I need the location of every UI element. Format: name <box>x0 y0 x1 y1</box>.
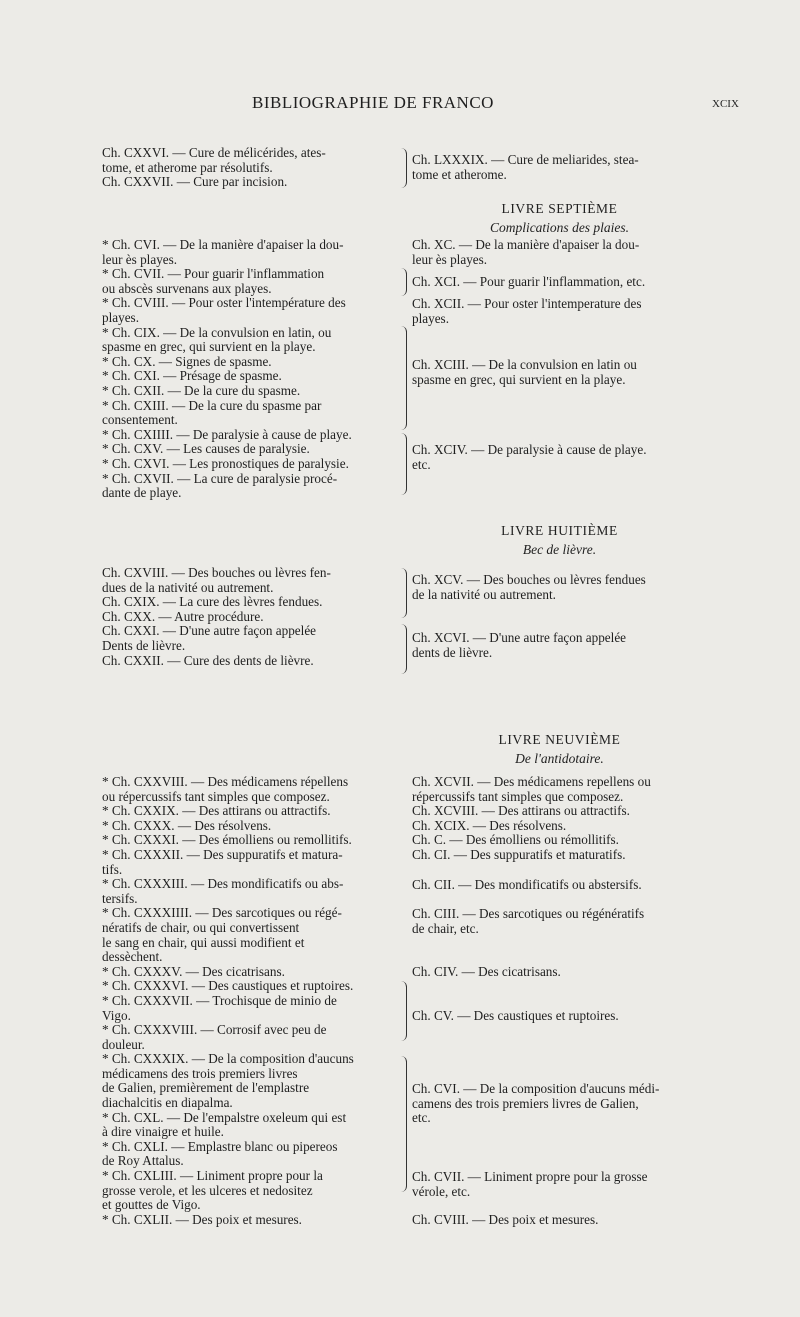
entry-line: dues de la nativité ou autrement. <box>102 579 274 595</box>
entry-line: spasme en grec, qui survient en la playe. <box>102 339 316 355</box>
entry-line: Ch. CXIX. — La cure des lèvres fendues. <box>102 594 323 610</box>
entry-line: * Ch. CXXXI. — Des émolliens ou remollitifs. <box>102 832 352 848</box>
entry-group <box>412 1170 707 1199</box>
book-title: LIVRE SEPTIÈME <box>501 201 618 216</box>
entry-line: * Ch. CXXXIII. — Des mondificatifs ou abs- <box>102 876 344 892</box>
entry-line: * Ch. CVI. — De la manière d'apaiser la dou- <box>102 237 344 252</box>
entry-group <box>412 443 707 472</box>
entry-line: * Ch. CXXXVIII. — Corrosif avec peu de <box>102 1022 327 1038</box>
brace <box>398 433 407 495</box>
brace <box>398 326 407 430</box>
book-subtitle: Complications des plaies. <box>489 220 630 235</box>
entry-line: leur ès playes. <box>412 251 488 267</box>
entry-group <box>412 297 707 326</box>
brace <box>398 624 407 674</box>
entry-line: * Ch. CXXVIII. — Des médicamens répellens <box>102 774 349 789</box>
entry-line: Ch. XCII. — Pour oster l'intemperature des <box>412 296 642 311</box>
entry-line: * Ch. CXXXIX. — De la composition d'aucuns <box>102 1051 354 1067</box>
entry-line: * Ch. CXXXVI. — Des caustiques et ruptoires. <box>102 978 354 994</box>
entry-line: * Ch. CXXIX. — Des attirans ou attractifs. <box>102 803 331 819</box>
entry-line: Ch. CXXVI. — Cure de mélicérides, ates- <box>102 145 326 160</box>
entry-line: tifs. <box>102 861 123 877</box>
entry-line: Ch. XCI. — Pour guarir l'inflammation, etc. <box>412 274 646 289</box>
entry-line: * Ch. CXXXII. — Des suppuratifs et matura- <box>102 846 343 862</box>
entry-line: de Roy Attalus. <box>102 1153 184 1169</box>
book-title: LIVRE NEUVIÈME <box>498 732 621 747</box>
entry-line: de Galien, premièrement de l'emplastre <box>102 1080 310 1096</box>
entry-line: Ch. XCIX. — Des résolvens. <box>412 817 567 833</box>
entry-line: Ch. XCIII. — De la convulsion en latin ou <box>412 357 637 372</box>
entry-line: * Ch. CVIII. — Pour oster l'intempérature des <box>102 295 346 311</box>
entry-line: * Ch. CXL. — De l'empalstre oxeleum qui est <box>102 1109 347 1125</box>
entry-line: répercussifs tant simples que composez. <box>412 788 624 804</box>
entry-group <box>412 1082 707 1126</box>
page-number: XCIX <box>712 98 739 110</box>
entry-line: nératifs de chair, ou qui convertissent <box>102 919 300 935</box>
entry-line: etc. <box>412 456 431 472</box>
entry-line: Ch. CVII. — Liniment propre pour la grosse <box>412 1169 648 1184</box>
entry-line: tome et atherome. <box>412 166 507 182</box>
entry-line: * Ch. CXII. — De la cure du spasme. <box>102 382 301 398</box>
entry-line: ou répercussifs tant simples que composez. <box>102 788 330 804</box>
book-title: LIVRE HUITIÈME <box>501 523 618 538</box>
brace <box>398 981 407 1041</box>
entry-line: de la nativité ou autrement. <box>412 586 556 602</box>
entry-line: Ch. CIV. — Des cicatrisans. <box>412 964 561 979</box>
entry-group <box>412 1009 707 1024</box>
entry-line: ou abscès survenans aux playes. <box>102 280 272 296</box>
section-1-right-column <box>412 153 707 182</box>
entry-line: etc. <box>412 1110 431 1126</box>
section-3-left-column <box>102 566 398 668</box>
entry-group <box>412 878 707 893</box>
entry-line: camens des trois premiers livres de Galien, <box>412 1095 639 1111</box>
entry-line: * Ch. CXXXV. — Des cicatrisans. <box>102 963 285 979</box>
entry-line: tome, et atherome par résolutifs. <box>102 159 273 175</box>
entry-line: * Ch. CXXXIIII. — Des sarcotiques ou régé- <box>102 905 342 921</box>
entry-line: * Ch. CXVI. — Les pronostiques de paralysie. <box>102 455 349 471</box>
book-subtitle: Bec de lièvre. <box>522 542 597 557</box>
entry-line: Ch. XCV. — Des bouches ou lèvres fendues <box>412 572 646 587</box>
entry-line: Ch. CI. — Des suppuratifs et maturatifs. <box>412 846 626 862</box>
entry-line: * Ch. CXXXVII. — Trochisque de minio de <box>102 992 337 1008</box>
entry-group <box>412 358 707 387</box>
entry-line: Dents de lièvre. <box>102 637 186 653</box>
entry-line: * Ch. CXI. — Présage de spasme. <box>102 368 282 384</box>
entry-line: Vigo. <box>102 1007 131 1023</box>
entry-line: Ch. CVI. — De la composition d'aucuns médi- <box>412 1081 660 1096</box>
section-2-left-column <box>102 238 398 501</box>
livre-septieme-heading <box>412 201 707 236</box>
entry-line: * Ch. CXLIII. — Liniment propre pour la <box>102 1168 323 1184</box>
entry-line: et gouttes de Vigo. <box>102 1197 201 1213</box>
brace <box>398 268 407 296</box>
entry-line: * Ch. CX. — Signes de spasme. <box>102 353 272 369</box>
entry-line: Ch. CII. — Des mondificatifs ou abstersifs. <box>412 877 642 892</box>
entry-line: * Ch. CXVII. — La cure de paralysie procé- <box>102 470 338 486</box>
entry-line: * Ch. CXLII. — Des poix et mesures. <box>102 1211 302 1227</box>
entry-line: Ch. CXVIII. — Des bouches ou lèvres fen- <box>102 565 331 580</box>
entry-line: le sang en chair, qui aussi modifient et <box>102 934 305 950</box>
entry-line: * Ch. CXLI. — Emplastre blanc ou pipereos <box>102 1138 338 1154</box>
entry-line: consentement. <box>102 412 178 428</box>
entry-line: * Ch. CXIII. — De la cure du spasme par <box>102 397 322 413</box>
entry-group <box>412 965 707 980</box>
entry-line: dante de playe. <box>102 485 182 501</box>
entry-line: Ch. XCVIII. — Des attirans ou attractifs. <box>412 803 630 819</box>
entry-group <box>412 907 707 936</box>
entry-line: vérole, etc. <box>412 1183 471 1199</box>
entry-line: Ch. CXXII. — Cure des dents de lièvre. <box>102 652 314 668</box>
entry-line: * Ch. CXIIII. — De paralysie à cause de playe. <box>102 426 352 442</box>
entry-line: Ch. XCVII. — Des médicamens repellens ou <box>412 774 651 789</box>
entry-line: Ch. CXXVII. — Cure par incision. <box>102 174 288 190</box>
entry-line: Ch. C. — Des émolliens ou rémollitifs. <box>412 832 619 848</box>
entry-line: * Ch. CXXX. — Des résolvens. <box>102 817 272 833</box>
entry-group <box>412 775 707 863</box>
section-4-left-column <box>102 775 398 1227</box>
entry-line: Ch. LXXXIX. — Cure de meliarides, stea- <box>412 152 639 167</box>
entry-line: Ch. CIII. — Des sarcotiques ou régénératifs <box>412 906 645 921</box>
entry-line: grosse verole, et les ulceres et nedositez <box>102 1182 313 1198</box>
entry-line: tersifs. <box>102 890 138 906</box>
brace <box>398 1056 407 1192</box>
entry-line: spasme en grec, qui survient en la playe. <box>412 371 626 387</box>
entry-line: dents de lièvre. <box>412 644 493 660</box>
page-header <box>0 93 800 117</box>
entry-line: Ch. CV. — Des caustiques et ruptoires. <box>412 1008 619 1023</box>
entry-group <box>412 631 707 660</box>
entry-line: * Ch. CIX. — De la convulsion en latin, ou <box>102 324 332 340</box>
livre-neuvieme-heading <box>412 732 707 767</box>
entry-group <box>412 238 707 267</box>
entry-line: Ch. CXXI. — D'une autre façon appelée <box>102 623 317 639</box>
entry-group <box>412 1213 707 1228</box>
running-title: BIBLIOGRAPHIE DE FRANCO <box>252 93 494 112</box>
entry-group <box>412 573 707 602</box>
brace <box>398 148 407 188</box>
entry-line: à dire vinaigre et huile. <box>102 1124 224 1140</box>
book-subtitle: De l'antidotaire. <box>515 751 604 766</box>
entry-line: dessèchent. <box>102 949 163 965</box>
entry-line: Ch. XCVI. — D'une autre façon appelée <box>412 630 627 645</box>
entry-line: playes. <box>102 309 139 325</box>
brace <box>398 568 407 618</box>
entry-line: douleur. <box>102 1036 145 1052</box>
entry-line: médicamens des trois premiers livres <box>102 1065 298 1081</box>
entry-line: leur ès playes. <box>102 251 178 267</box>
entry-line: diachalcitis en diapalma. <box>102 1095 233 1111</box>
livre-huitieme-heading <box>412 523 707 558</box>
entry-line: * Ch. CVII. — Pour guarir l'inflammation <box>102 266 325 282</box>
entry-line: Ch. XCIV. — De paralysie à cause de playe. <box>412 442 647 457</box>
section-1-left-column <box>102 146 398 190</box>
entry-line: * Ch. CXV. — Les causes de paralysie. <box>102 441 310 457</box>
entry-group <box>412 275 707 290</box>
entry-line: Ch. CVIII. — Des poix et mesures. <box>412 1212 599 1227</box>
entry-line: playes. <box>412 310 449 326</box>
entry-line: de chair, etc. <box>412 920 479 936</box>
entry-line: Ch. XC. — De la manière d'apaiser la dou- <box>412 237 640 252</box>
entry-line: Ch. CXX. — Autre procédure. <box>102 608 264 624</box>
